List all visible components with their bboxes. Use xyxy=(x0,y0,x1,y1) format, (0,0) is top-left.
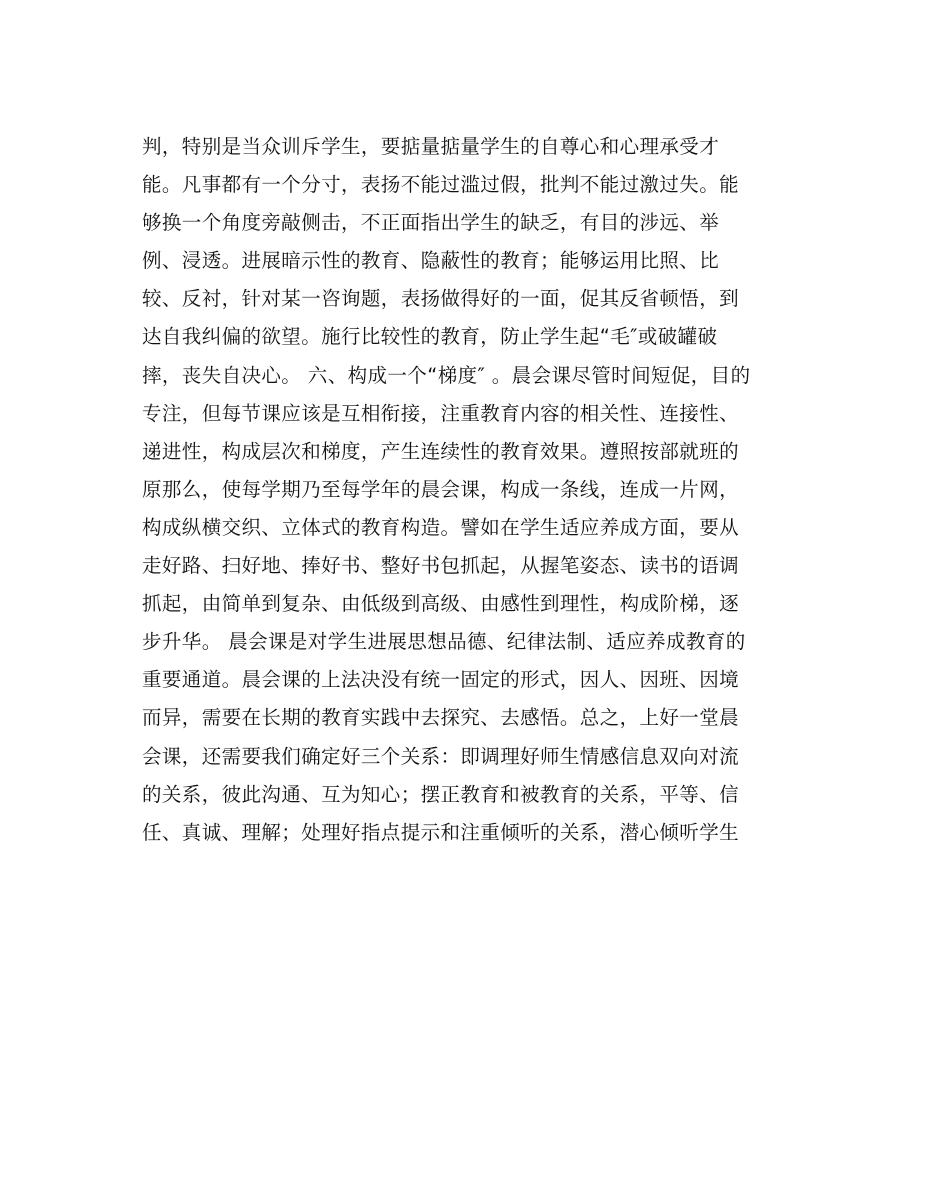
text-line: 较、反衬，针对某一咨询题，表扬做得好的一面，促其反省顿悟，到 xyxy=(142,287,740,311)
text-line: 摔，丧失自决心。 六、构成一个“梯度″ 。晨会课尽管时间短促，目的 xyxy=(142,363,751,387)
text-line: 构成纵横交织、立体式的教育构造。譬如在学生适应养成方面，要从 xyxy=(142,515,740,539)
text-line: 够换一个角度旁敲侧击，不正面指出学生的缺乏，有目的涉远、举 xyxy=(142,211,720,235)
text-line: 专注，但每节课应该是互相衔接，注重教育内容的相关性、连接性、 xyxy=(142,401,740,425)
text-line: 例、浸透。进展暗示性的教育、隐蔽性的教育；能够运用比照、比 xyxy=(142,249,720,273)
text-line: 重要通道。晨会课的上法决没有统一固定的形式，因人、因班、因境 xyxy=(142,668,740,692)
text-line: 会课，还需要我们确定好三个关系：即调理好师生情感信息双向对流 xyxy=(142,744,740,768)
text-line: 能。凡事都有一个分寸，表扬不能过滥过假，批判不能过激过失。能 xyxy=(142,173,740,197)
text-line: 递进性，构成层次和梯度，产生连续性的教育效果。遵照按部就班的 xyxy=(142,439,740,463)
text-line: 而异，需要在长期的教育实践中去探究、去感悟。总之，上好一堂晨 xyxy=(142,706,740,730)
text-line: 判，特别是当众训斥学生，要掂量掂量学生的自尊心和心理承受才 xyxy=(142,135,720,158)
text-line: 步升华。 晨会课是对学生进展思想品德、纪律法制、适应养成教育的 xyxy=(142,630,746,654)
text-line: 的关系，彼此沟通、互为知心；摆正教育和被教育的关系，平等、信 xyxy=(142,782,740,806)
text-line: 走好路、扫好地、捧好书、整好书包抓起，从握笔姿态、读书的语调 xyxy=(142,554,740,578)
text-line: 原那么，使每学期乃至每学年的晨会课，构成一条线，连成一片网， xyxy=(142,477,740,501)
text-line: 达自我纠偏的欲望。施行比较性的教育，防止学生起“毛″或破罐破 xyxy=(142,325,718,349)
body-text xyxy=(142,128,822,852)
text-line: 任、真诚、理解；处理好指点提示和注重倾听的关系，潜心倾听学生 xyxy=(142,820,740,844)
text-line: 抓起，由简单到复杂、由低级到高级、由感性到理性，构成阶梯，逐 xyxy=(142,592,740,616)
